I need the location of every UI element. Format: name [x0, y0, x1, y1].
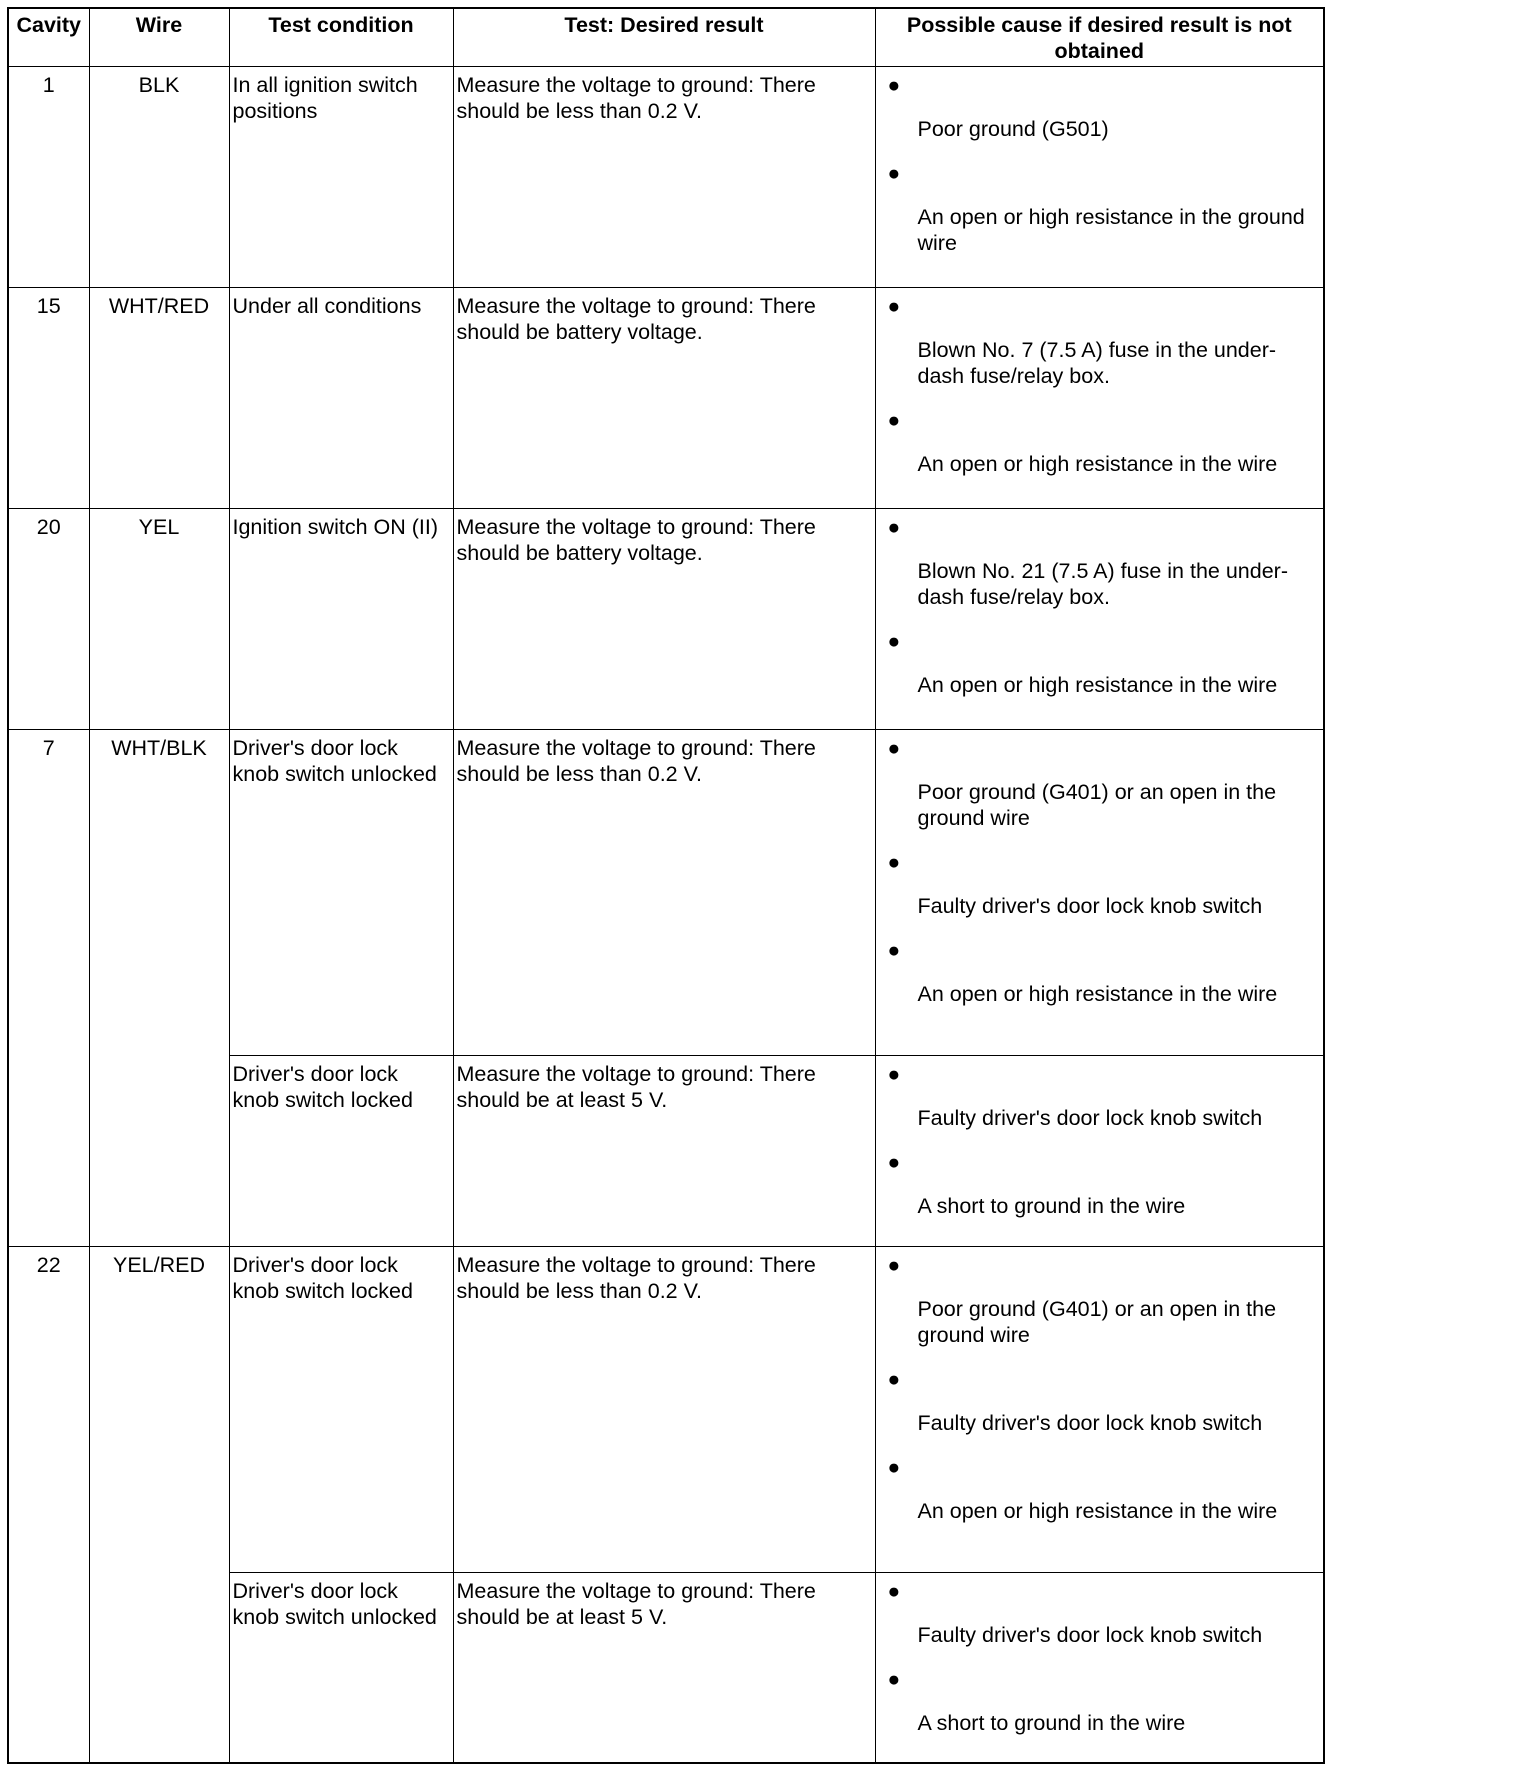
condition-cell: Driver's door lock knob switch unlocked — [229, 1573, 453, 1763]
result-cell: Measure the voltage to ground: There should be at least 5 V. — [453, 1056, 875, 1246]
cause-item — [876, 1666, 1321, 1736]
result-cell: Measure the voltage to ground: There should be battery voltage. — [453, 287, 875, 508]
header-row — [8, 8, 1324, 67]
bullet-icon: ● — [887, 938, 901, 962]
result-cell: Measure the voltage to ground: There should be less than 0.2 V. — [453, 729, 875, 1055]
bullet-icon: ● — [887, 1063, 901, 1087]
wire-cell: YEL/RED — [89, 1246, 229, 1763]
bullet-icon: ● — [887, 1253, 901, 1277]
cause-text: An open or high resistance in the wire — [917, 451, 1278, 476]
bullet-icon: ● — [887, 629, 901, 653]
cause-text: Poor ground (G401) or an open in the ground wire — [917, 779, 1277, 830]
header-wire: Wire — [89, 8, 229, 67]
cause-text: Poor ground (G501) — [917, 117, 1109, 141]
cause-item — [876, 849, 1321, 919]
cause-cell — [875, 1573, 1324, 1763]
table-row — [8, 67, 1324, 288]
cavity-cell: 7 — [8, 729, 89, 1246]
cause-item — [876, 1061, 1321, 1131]
cause-text: An open or high resistance in the wire — [917, 672, 1278, 697]
cause-item — [876, 937, 1321, 1007]
condition-cell: Ignition switch ON (II) — [229, 508, 453, 729]
cause-text: Faulty driver's door lock knob switch — [917, 893, 1263, 918]
cause-cell — [875, 508, 1324, 729]
bullet-icon: ● — [887, 294, 901, 318]
bullet-icon: ● — [887, 736, 901, 760]
wire-cell: YEL — [89, 508, 229, 729]
condition-cell: Driver's door lock knob switch locked — [229, 1056, 453, 1246]
bullet-icon: ● — [887, 515, 901, 539]
cause-item — [876, 293, 1321, 389]
cavity-cell: 15 — [8, 287, 89, 508]
cause-text: Faulty driver's door lock knob switch — [917, 1410, 1263, 1435]
condition-cell: Driver's door lock knob switch locked — [229, 1246, 453, 1572]
result-cell: Measure the voltage to ground: There should be less than 0.2 V. — [453, 1246, 875, 1572]
bullet-icon: ● — [887, 850, 901, 874]
cause-text: A short to ground in the wire — [917, 1194, 1186, 1219]
cause-text: Poor ground (G401) or an open in the ground wire — [917, 1296, 1277, 1347]
bullet-icon: ● — [887, 408, 901, 432]
wire-cell: WHT/RED — [89, 287, 229, 508]
header-possible-cause: Possible cause if desired result is not obtained — [875, 8, 1324, 67]
cause-item — [876, 628, 1321, 698]
cause-item — [876, 407, 1321, 477]
result-cell: Measure the voltage to ground: There should be less than 0.2 V. — [453, 67, 875, 288]
header-desired-result: Test: Desired result — [453, 8, 875, 67]
bullet-icon: ● — [887, 1367, 901, 1391]
cavity-cell: 22 — [8, 1246, 89, 1763]
header-test-condition: Test condition — [229, 8, 453, 67]
bullet-icon: ● — [887, 74, 901, 97]
result-cell: Measure the voltage to ground: There should be battery voltage. — [453, 508, 875, 729]
cause-text: Blown No. 21 (7.5 A) fuse in the under-dash fuse/relay box. — [917, 558, 1288, 609]
cause-item — [876, 160, 1321, 256]
cause-text: An open or high resistance in the ground wire — [917, 205, 1305, 255]
cavity-cell: 1 — [8, 67, 89, 288]
cause-text: An open or high resistance in the wire — [917, 981, 1278, 1006]
cause-text: Faulty driver's door lock knob switch — [917, 1106, 1263, 1131]
cause-text: A short to ground in the wire — [917, 1711, 1186, 1736]
cause-cell — [875, 729, 1324, 1055]
bullet-icon: ● — [887, 162, 901, 185]
result-cell: Measure the voltage to ground: There should be at least 5 V. — [453, 1573, 875, 1763]
cause-item — [876, 72, 1321, 142]
condition-cell: Driver's door lock knob switch unlocked — [229, 729, 453, 1055]
wire-cell: BLK — [89, 67, 229, 288]
cause-text: An open or high resistance in the wire — [917, 1498, 1278, 1523]
table-row — [8, 287, 1324, 508]
bullet-icon: ● — [887, 1580, 901, 1604]
table-row — [8, 1246, 1324, 1572]
table-row — [8, 508, 1324, 729]
table-row — [8, 729, 1324, 1055]
cause-item — [876, 1149, 1321, 1219]
bullet-icon: ● — [887, 1668, 901, 1692]
cause-text: Blown No. 7 (7.5 A) fuse in the under-dash fuse/relay box. — [917, 337, 1277, 388]
cause-cell — [875, 1246, 1324, 1572]
condition-cell: Under all conditions — [229, 287, 453, 508]
cause-item — [876, 1578, 1321, 1648]
bullet-icon: ● — [887, 1455, 901, 1479]
bullet-icon: ● — [887, 1151, 901, 1175]
header-cavity: Cavity — [8, 8, 89, 67]
cause-item — [876, 735, 1321, 831]
cause-item — [876, 1252, 1321, 1348]
wire-cell: WHT/BLK — [89, 729, 229, 1246]
cause-text: Faulty driver's door lock knob switch — [917, 1623, 1263, 1648]
cause-item — [876, 1366, 1321, 1436]
cause-cell — [875, 67, 1324, 288]
cause-item — [876, 1454, 1321, 1524]
cause-item — [876, 514, 1321, 610]
cavity-cell: 20 — [8, 508, 89, 729]
connector-test-table — [7, 7, 1325, 1764]
condition-cell: In all ignition switch positions — [229, 67, 453, 288]
cause-cell — [875, 1056, 1324, 1246]
cause-cell — [875, 287, 1324, 508]
